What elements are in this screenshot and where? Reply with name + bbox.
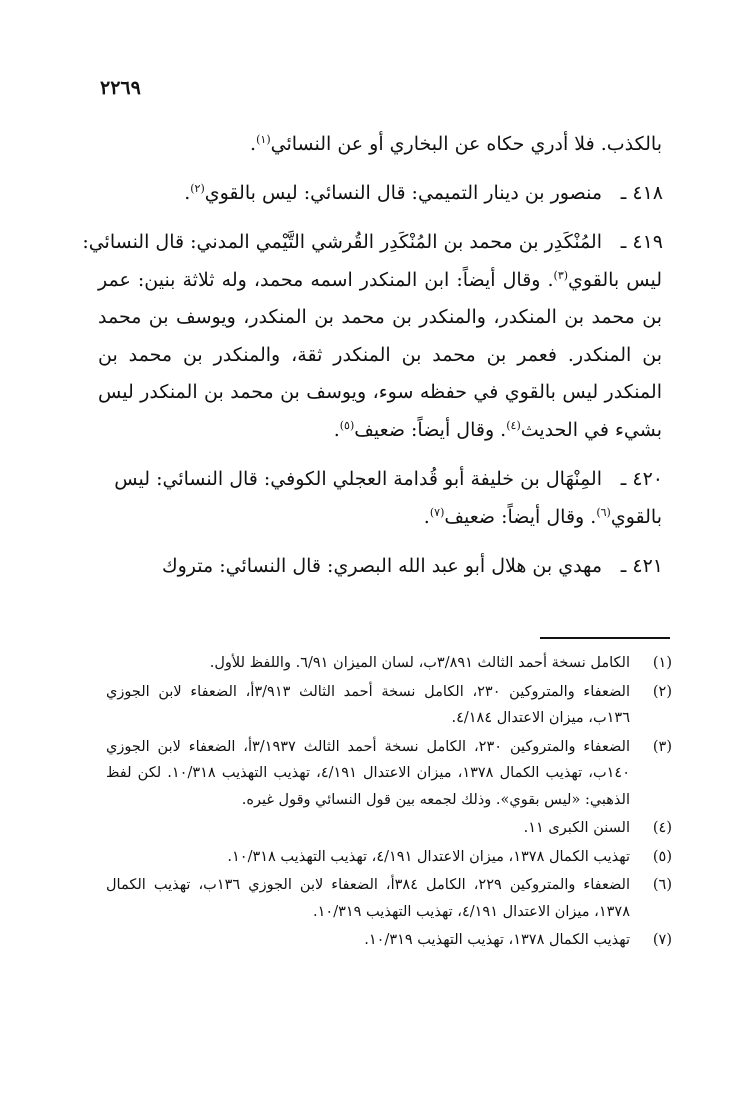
footnote-ref: (٧) — [429, 505, 445, 519]
footnote-number: (٦) — [652, 877, 672, 893]
entry-number: ٤١٨ ـ — [620, 181, 663, 204]
footnote-text: الضعفاء والمتروكين ٢٣٠، الكامل نسخة أحمد الثالث ٣/١٩٣٧أ، الضعفاء لابن الجوزي ١٤٠ب، تهذيب الكمال ١٣٧٨، ميزان الاعتدال ٤/١٩١، تهذيب التهذيب ١٠/٣١٨. لكن لفظ الذهبي: «ليس بقوي». وذلك لجمعه بين قول النسائي وقول غيره. — [106, 738, 630, 808]
main-text — [82, 126, 663, 598]
entry-418 — [98, 175, 662, 213]
footnote-number: (٢) — [652, 683, 672, 700]
entry-text: منصور بن دينار التميمي: قال النسائي: ليس بالقوي — [204, 181, 602, 204]
entry-punct: . — [333, 418, 340, 441]
entry-first-line: المِنْهَال بن خليفة أبو قُدامة العجلي الكوفي: قال النسائي: ليس — [114, 468, 602, 490]
footnote-text: الضعفاء والمتروكين ٢٣٠، الكامل نسخة أحمد الثالث ٣/٩١٣أ، الضعفاء لابن الجوزي ١٣٦ب، ميزان الاعتدال ٤/١٨٤. — [106, 683, 630, 726]
footnote — [106, 650, 672, 677]
footnote — [106, 927, 672, 954]
page-number: ٢٢٦٩ — [100, 77, 141, 99]
entry-punct: . — [250, 133, 257, 155]
footnote-number: (٧) — [652, 932, 672, 948]
footnote-ref: (١) — [256, 133, 271, 146]
entry-420 — [98, 461, 662, 536]
entry-first-line: مهدي بن هلال أبو عبد الله البصري: قال النسائي: متروك — [161, 555, 602, 577]
entry-number: ٤٢٠ ـ — [620, 468, 663, 490]
footnote-text: تهذيب الكمال ١٣٧٨، تهذيب التهذيب ١٠/٣١٩. — [364, 932, 630, 948]
footnote — [106, 872, 672, 925]
footnote-ref: (٤) — [506, 418, 521, 432]
entry-number: ٤١٩ ـ — [620, 231, 663, 253]
footnotes — [106, 650, 672, 956]
footnote — [106, 844, 672, 871]
entry-number: ٤٢١ ـ — [620, 555, 663, 577]
entry-text: . وقال أيضاً: ابن المنكدر اسمه محمد، وله ثلاثة بنين: عمر بن محمد بن المنكدر، والمنكدر بن محمد بن المنكدر، ويوسف بن محمد بن المنكدر. فعمر بن محمد بن المنكدر ثقة، والمنكدر بن محمد بن المنكدر ليس بالقوي في حفظه سوء، ويوسف بن محمد بن المنكدر ليس بشيء في الحديث — [98, 268, 662, 441]
footnote — [106, 815, 672, 842]
footnote-ref: (٢) — [190, 181, 205, 195]
footnote-ref: (٦) — [596, 505, 611, 519]
footnote-number: (١) — [652, 655, 672, 671]
entry-text: بالكذب. فلا أدري حكاه عن البخاري أو عن النسائي — [270, 133, 662, 155]
entry-punct: . — [184, 181, 191, 204]
entry-body — [98, 262, 662, 450]
entry-first-line: المُنْكَدِر بن محمد بن المُنْكَدِر القُرشي التَّيْمي المدني: قال النسائي: — [82, 231, 602, 253]
footnote-text: الضعفاء والمتروكين ٢٢٩، الكامل ٣٨٤أ، الضعفاء لابن الجوزي ١٣٦ب، تهذيب الكمال ١٣٧٨، ميزان الاعتدال ٤/١٩١، تهذيب التهذيب ١٠/٣١٩. — [106, 877, 630, 920]
footnote — [106, 679, 672, 732]
entry-419 — [82, 224, 663, 449]
footnote-number: (٥) — [652, 848, 672, 865]
footnote-number: (٣) — [652, 738, 672, 755]
footnote-number: (٤) — [652, 820, 672, 836]
footnote-separator — [540, 637, 670, 639]
entry-continuation — [98, 126, 662, 164]
entry-text: . وقال أيضاً: ضعيف — [444, 505, 597, 528]
entry-punct: . — [423, 505, 430, 528]
entry-first-line — [98, 175, 602, 213]
entry-text: ليس بالقوي — [568, 268, 662, 291]
footnote-text: تهذيب الكمال ١٣٧٨، ميزان الاعتدال ٤/١٩١، تهذيب التهذيب ١٠/٣١٨. — [227, 848, 630, 865]
entry-text: بالقوي — [610, 505, 662, 528]
footnote-ref: (٥) — [339, 418, 355, 432]
entry-421 — [98, 548, 662, 586]
entry-text: . وقال أيضاً: ضعيف — [354, 418, 507, 441]
footnote-ref: (٣) — [553, 268, 569, 282]
footnote-text: السنن الكبرى ١١. — [523, 820, 630, 836]
footnote-text: الكامل نسخة أحمد الثالث ٣/٨٩١ب، لسان الميزان ٦/٩١. واللفظ للأول. — [209, 655, 630, 671]
footnote — [106, 734, 672, 814]
entry-body — [98, 499, 662, 537]
